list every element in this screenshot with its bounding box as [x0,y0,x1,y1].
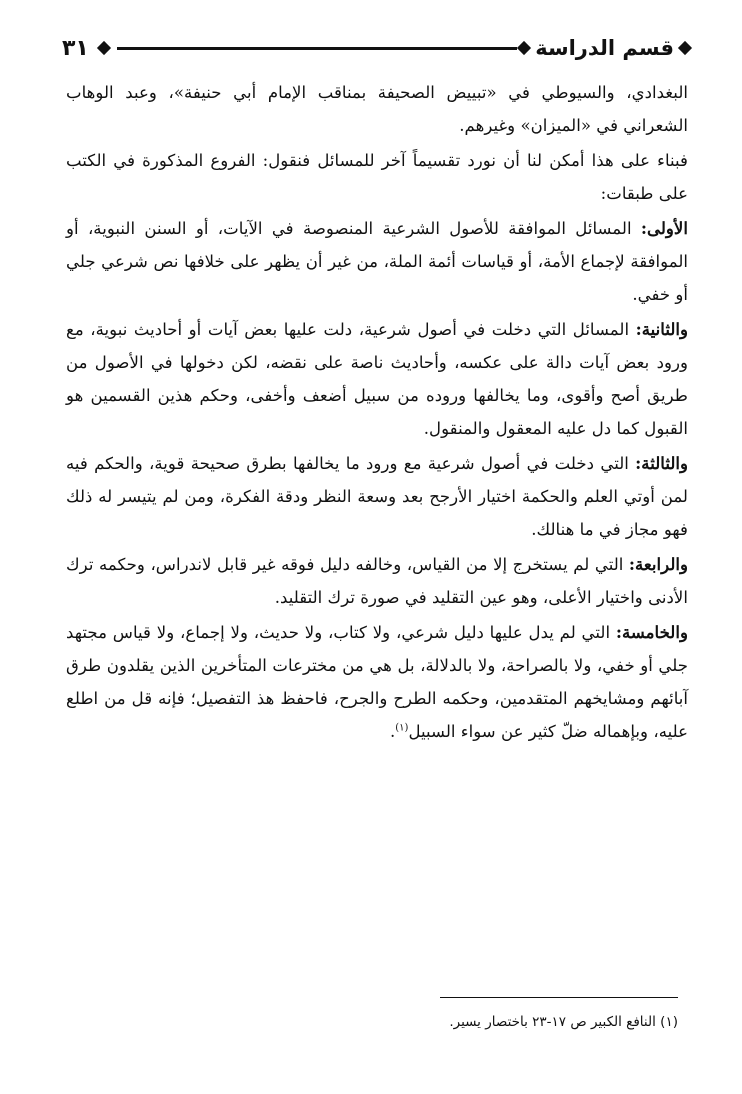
paragraph-1 [66,76,688,142]
paragraph-second-class [66,313,688,445]
body-text [66,76,688,748]
paragraph-2 [66,144,688,210]
paragraph-fifth-class [66,616,688,748]
paragraph-second-class-lead: والثانية: [635,319,688,339]
paragraph-fourth-class-text: التي لم يستخرج إلا من القياس، وخالفه دليل فوقه غير قابل لاندراس، وحكمه ترك الأدنى واختيار الأعلى، وهو عين التقليد في صورة ترك التقليد. [66,555,688,607]
header-diamond-right-icon [678,41,692,55]
paragraph-first-class-lead: الأولى: [640,218,688,238]
footnote-separator [440,997,678,998]
header-diamond-left-icon [517,41,531,55]
final-period: . [389,722,396,741]
paragraph-fourth-class [66,548,688,614]
running-header [62,30,690,66]
paragraph-2-text: فبناء على هذا أمكن لنا أن نورد تقسيماً آخر للمسائل فنقول: الفروع المذكورة في الكتب على طبقات: [66,151,688,203]
header-rule [117,47,517,50]
paragraph-fourth-class-lead: والرابعة: [628,554,688,574]
footnote [300,1010,678,1034]
paragraph-third-class-text: التي دخلت في أصول شرعية مع ورود ما يخالفها بطرق صحيحة قوية، والحكم فيه لمن أوتي العلم والحكمة اختيار الأرجح بعد وسعة النظر ودقة الفكرة، ومن لم يتيسر له ذلك فهو مجاز في ما هنالك. [66,454,688,539]
paragraph-first-class [66,212,688,311]
paragraph-first-class-text: المسائل الموافقة للأصول الشرعية المنصوصة في الآيات، أو السنن النبوية، أو الموافقة لإجماع الأمة، أو قياسات أئمة الملة، من غير أن يظهر على خلافها نص شرعي جلي أو خفي. [66,219,688,304]
paragraph-second-class-text: المسائل التي دخلت في أصول شرعية، دلت عليها بعض آيات أو أحاديث نبوية، مع ورود بعض آيات دالة على عكسه، وأحاديث ناصة على نقضه، لكن دخولها في الأصول من طريق أصح وأقوى، وما يخالفها وروده من سبيل أضعف وأخفى، وحكم هذين القسمين هو القبول كما دل عليه المعقول والمنقول. [66,320,688,438]
paragraph-third-class-lead: والثالثة: [635,453,688,473]
header-diamond-end-icon [97,41,111,55]
footnote-marker: (١) [660,1014,678,1030]
footnote-text: النافع الكبير ص ١٧-٢٣ باختصار يسير. [449,1014,656,1030]
paragraph-fifth-class-text: التي لم يدل عليها دليل شرعي، ولا كتاب، ولا حديث، ولا إجماع، ولا قياس مجتهد جلي أو خفي، ولا بالصراحة، ولا بالدلالة، بل هي من مخترعات المتأخرين الذين يقلدون طرق آبائهم ومشايخهم المتقدمين، وحكمه الطرح والجرح، فاحفظ هذ التفصيل؛ فإنه قل من اطلع عليه، وبإهماله ضلّ كثير عن سواء السبيل [66,623,688,741]
paragraph-fifth-class-lead: والخامسة: [615,622,688,642]
paragraph-third-class [66,447,688,546]
footnote-reference: (١) [395,722,409,734]
section-title: قسم الدراسة [535,36,674,60]
paragraph-1-text: البغدادي، والسيوطي في «تبييض الصحيفة بمناقب الإمام أبي حنيفة»، وعبد الوهاب الشعراني في «الميزان» وغيرهم. [66,83,688,135]
page-number: ٣١ [62,35,89,61]
